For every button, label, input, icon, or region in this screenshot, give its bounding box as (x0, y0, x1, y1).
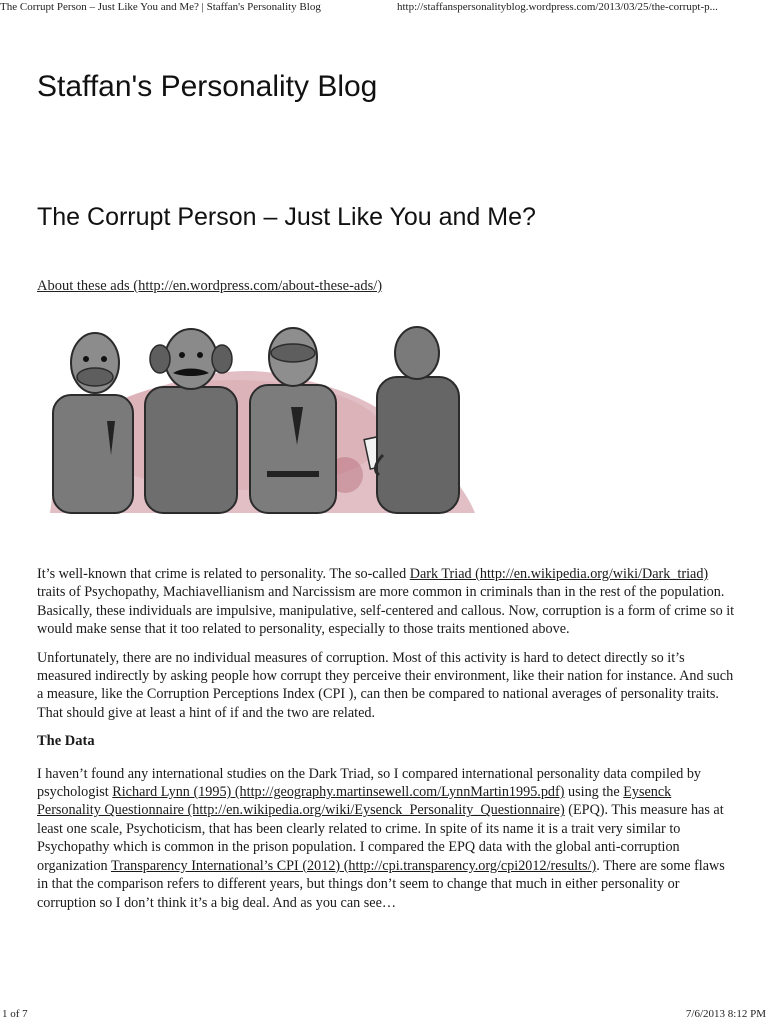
see-no-evil-illustration-icon (45, 325, 480, 515)
print-datetime: 7/6/2013 8:12 PM (685, 1008, 766, 1020)
print-header-url: http://staffanspersonalityblog.wordpress.com/2013/03/25/the-corrupt-p... (397, 1, 718, 13)
paragraph-data-text-4: . There are some flaws in that the comparison refers to different years, but things don’t seem to change that much in either personality or corruption so I don’t think it’s a big deal. And as you can see… (37, 857, 725, 911)
paragraph-data-text-3: (EPQ). This measure has at least one scale, Psychoticism, that has been clearly related to crime. In spite of its name it is a trait very similar to Psychopathy which is common in the prison population. I compared the EPQ data with the global anti-corruption organization (37, 802, 724, 874)
section-heading-data: The Data (37, 733, 95, 750)
about-these-ads-link[interactable]: About these ads (http://en.wordpress.com/about-these-ads/) (37, 278, 383, 294)
eysenck-questionnaire-link[interactable]: Eysenck Personality Questionnaire (http://en.wikipedia.org/wiki/Eysenck_Personality_Questionnaire) (37, 784, 672, 819)
paragraph-data-text-1: I haven’t found any international studies on the Dark Triad, so I compared international personality data compiled by psychologist (37, 765, 702, 801)
paragraph-measures: Unfortunately, there are no individual measures of corruption. Most of this activity is hard to detect directly so it’s measured indirectly by asking people how corrupt they perceive their environment, like their nation for instance. And such a measure, like the Corruption Perceptions Index (CPI ), can then be compared to national averages of personality traits. That should give at least a hint of if and the two are related. (37, 649, 734, 721)
transparency-cpi-link[interactable]: Transparency International’s CPI (2012) (http://cpi.transparency.org/cpi2012/results/) (110, 857, 597, 874)
paragraph-data (37, 765, 737, 912)
blog-title[interactable]: Staffan's Personality Blog (37, 70, 378, 103)
print-footer (0, 1006, 768, 1024)
print-header-title: The Corrupt Person – Just Like You and Me? | Staffan's Personality Blog (0, 1, 321, 13)
paragraph-intro-text-1: It’s well-known that crime is related to personality. The so-called (37, 566, 410, 582)
post-illustration (45, 325, 480, 515)
paragraph-intro (37, 565, 737, 639)
print-header (0, 0, 768, 16)
paragraph-intro-text-2: traits of Psychopathy, Machiavellianism and Narcissism are more common in criminals than in the rest of the population. Basically, these individuals are impulsive, manipulative, self-centered and callous. Now, corruption is a form of crime so it would make sense that it too related to personality, especially to those traits mentioned above. (37, 584, 735, 638)
post-title[interactable]: The Corrupt Person – Just Like You and Me? (37, 203, 536, 231)
paragraph-data-text-2: using the (564, 784, 624, 801)
dark-triad-link[interactable]: Dark Triad (http://en.wikipedia.org/wiki/Dark_triad) (409, 566, 709, 582)
post-content (37, 565, 737, 922)
richard-lynn-link[interactable]: Richard Lynn (1995) (http://geography.martinsewell.com/LynnMartin1995.pdf) (112, 784, 565, 801)
page-number: 1 of 7 (2, 1008, 28, 1020)
